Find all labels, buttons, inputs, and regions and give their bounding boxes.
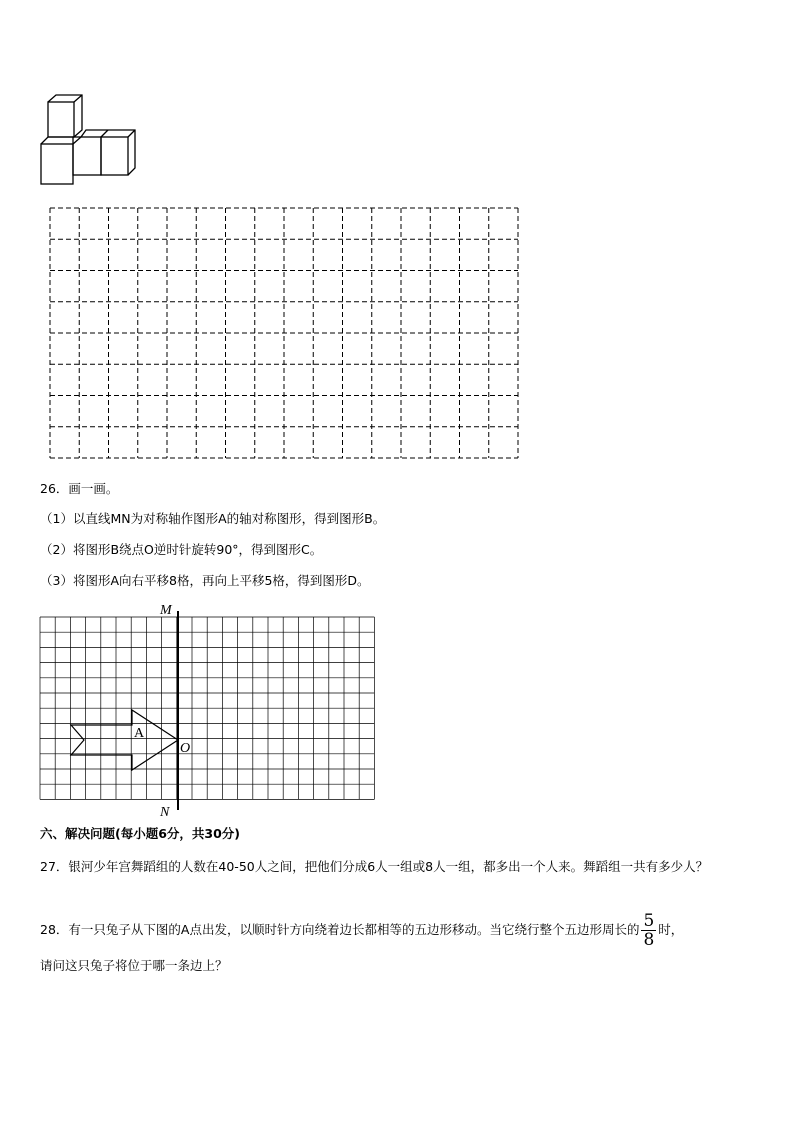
cube-figure: [38, 92, 138, 188]
dashed-drawing-grid: [48, 206, 524, 460]
q27-text: 27．银河少年宫舞蹈组的人数在40-50人之间，把他们分成6人一组或8人一组，都多出一个人来。舞蹈组一共有多少人？: [40, 859, 709, 874]
q26-step-1: （1）以直线MN为对称轴作图形A的轴对称图形，得到图形B。: [40, 511, 386, 526]
q28-text-after: 时，: [658, 922, 684, 937]
q26-step-2: （2）将图形B绕点O逆时针旋转90°，得到图形C。: [40, 542, 323, 557]
label-m: M: [160, 603, 172, 618]
q28-line-1: [40, 912, 683, 949]
q28-numerator: 5: [643, 911, 655, 931]
q26-title: 26．画一画。: [40, 481, 119, 496]
q28-line-2: 请问这只兔子将位于哪一条边上？: [40, 958, 228, 973]
label-n: N: [160, 805, 170, 820]
section-6-heading: 六、解决问题(每小题6分，共30分): [40, 826, 241, 841]
square-grid-figure: [36, 600, 381, 822]
q28-text-before: 28．有一只兔子从下图的A点出发，以顺时针方向绕着边长都相等的五边形移动。当它绕行整个五边形周长的: [40, 922, 640, 937]
q26-step-3: （3）将图形A向右平移8格，再向上平移5格，得到图形D。: [40, 573, 370, 588]
label-o: O: [180, 741, 191, 756]
label-a: A: [134, 726, 145, 741]
q28-fraction: [641, 912, 656, 949]
q28-denominator: 8: [643, 930, 655, 950]
